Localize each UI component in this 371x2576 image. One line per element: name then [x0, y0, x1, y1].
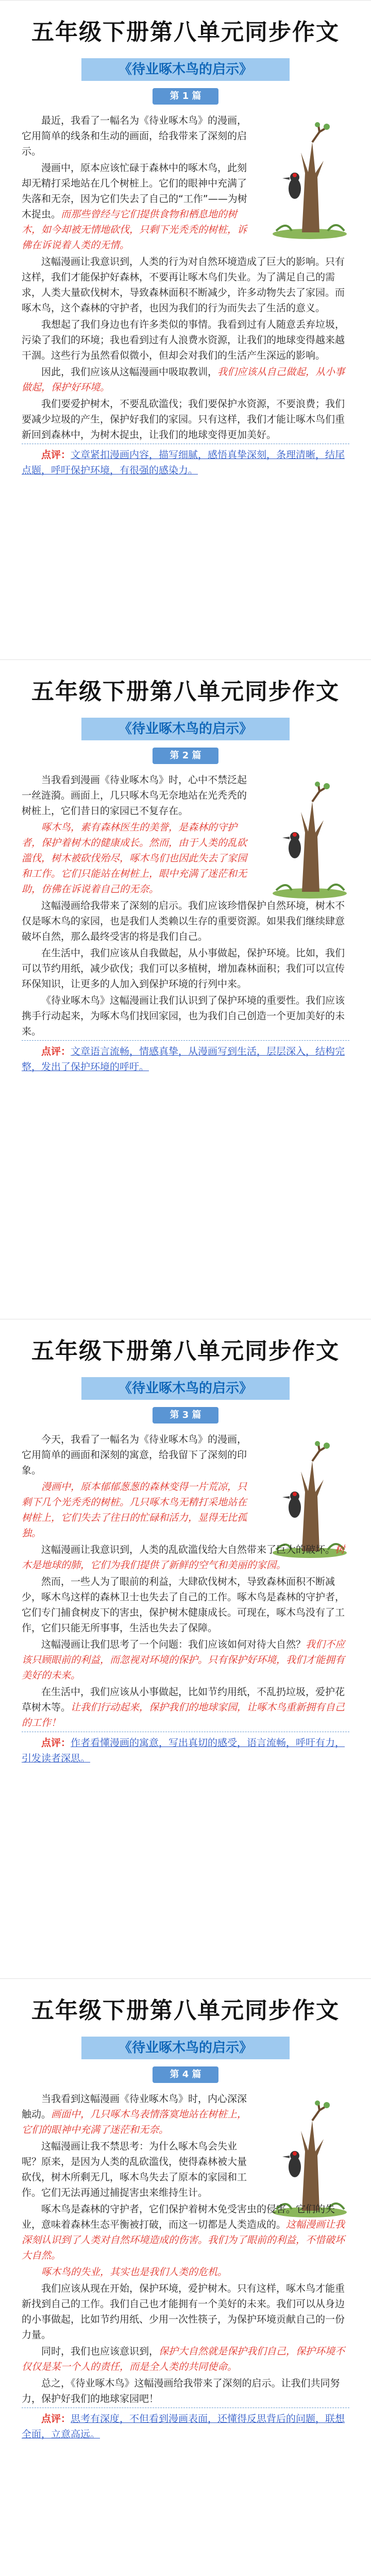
- paragraph: 这幅漫画让我们思考了一个问题：我们应该如何对待大自然？我们不应该只顾眼前的利益，而忽视对环境的保护。只有保护好环境，我们才能拥有美好的未来。: [22, 1639, 345, 1681]
- review-note: [22, 2408, 349, 2442]
- review-label: 点评：: [41, 2413, 71, 2425]
- paragraph: 我们要爱护树木，不要乱砍滥伐；我们要保护水资源，不要浪费；我们要减少垃圾的产生，保护好我们的家园。只有这样，我们才能让啄木鸟们重新回到森林中，为树木捉虫，让我们的地球变得更加美好。: [22, 398, 345, 440]
- essay-sheet-3: [0, 1319, 371, 1978]
- essay-body: [22, 1432, 349, 1767]
- doc-title: 五年级下册第八单元同步作文: [31, 679, 340, 705]
- doc-title: 五年级下册第八单元同步作文: [31, 19, 340, 45]
- paragraph: 这幅漫画让我不禁思考：为什么啄木鸟会失业呢？原来，是因为人类的乱砍滥伐，使得森林被大量砍伐，树木所剩无几，啄木鸟失去了原本的家园和工作。它们无法再通过捕捉害虫来维持生计。: [22, 2141, 247, 2198]
- essay-body: [22, 772, 349, 1076]
- paragraph: 这幅漫画让我意识到，人类的行为对自然环境造成了巨大的影响。只有这样，我们才能保护好森林，不要再让啄木鸟们失业。为了满足自己的需求，人类大量砍伐树木，导致森林面积不断减少，许多动物失去了家园。而啄木鸟，这个森林的守护者，也因为我们的行为而失去了生活的意义。: [22, 256, 345, 314]
- essay-title-banner: 《待业啄木鸟的启示》: [81, 718, 290, 740]
- paragraph: 在生活中，我们应该从小事做起，比如节约用纸，不乱扔垃圾，爱护花草树木等。让我们行动起来，保护我们的地球家园，让啄木鸟重新拥有自己的工作！: [22, 1686, 345, 1728]
- paragraph: 最近，我看了一幅名为《待业啄木鸟》的漫画，它用简单的线条和生动的画面，给我带来了深刻的启示。: [22, 115, 247, 157]
- chapter-badge: 第 4 篇: [153, 2066, 218, 2083]
- chapter-badge: 第 2 篇: [153, 748, 218, 764]
- essay-title-banner: 《待业啄木鸟的启示》: [81, 58, 290, 81]
- essay-body: [22, 113, 349, 479]
- essay-title-banner: 《待业啄木鸟的启示》: [81, 1377, 290, 1400]
- essay-body: [22, 2091, 349, 2443]
- essay-sheet-1: [0, 0, 371, 659]
- paragraph: 这幅漫画给我带来了深刻的启示。我们应该珍惜保护自然环境，树木不仅是啄木鸟的家园，也是我们人类赖以生存的重要资源。如果我们继续肆意破坏自然，那么最终受害的将是我们自己。: [22, 900, 345, 942]
- review-note: [22, 444, 349, 478]
- review-label: 点评：: [41, 1046, 71, 1057]
- doc-title: 五年级下册第八单元同步作文: [31, 1338, 340, 1364]
- paragraph: 漫画中，原本应该忙碌于森林中的啄木鸟，此刻却无精打采地站在几个树桩上。它们的眼神中充满了失落和无奈，因为它们失去了自己的“工作”——为树木捉虫。而那些曾经与它们提供食物和栖息地的树木，如今却被无情地砍伐，只剩下光秃秃的树桩，诉佛在诉说着人类的无情。: [22, 162, 247, 251]
- paragraph: 在生活中，我们应该从自我做起，从小事做起，保护环境。比如，我们可以节约用纸，减少砍伐；我们可以多植树，增加森林面积；我们可以宣传环保知识，让更多的人加入到保护环境的行列中来。: [22, 947, 345, 990]
- review-text: 思考有深度，不但看到漫画表面，还懂得反思背后的问题，联想全面，立意高远。: [22, 2413, 345, 2440]
- paragraph: 同时，我们也应该意识到，保护大自然就是保护我们自己，保护环境不仅仅是某一个人的责任，而是全人类的共同使命。: [22, 2346, 345, 2372]
- paragraph: 啄木鸟是森林的守护者，它们保护着树木免受害虫的侵害。它们的失业，意味着森林生态平衡被打破，而这一切都是人类造成的。这幅漫画让我深刻认识到了人类对自然环境造成的伤害。我们为了眼前的利益，不惜破坏大自然。: [22, 2204, 345, 2261]
- chapter-badge: 第 3 篇: [153, 1407, 218, 1423]
- paragraph: 今天，我看了一幅名为《待业啄木鸟》的漫画，它用简单的画面和深刻的寓意，给我留下了深刻的印象。: [22, 1434, 247, 1476]
- paragraph: 当我看到这幅漫画《待业啄木鸟》时，内心深深触动。画面中，几只啄木鸟表情落寞地站在树桩上，它们的眼神中充满了迷茫和无奈。: [22, 2093, 247, 2136]
- essay-sheet-2: [0, 659, 371, 1319]
- paragraph: 《待业啄木鸟》这幅漫画让我们认识到了保护环境的重要性。我们应该携手行动起来，为啄木鸟们找回家园，也为我们自己创造一个更加美好的未来。: [22, 995, 345, 1037]
- paragraph: 我想起了我们身边也有许多类似的事情。我看到过有人随意丢弃垃圾，污染了我们的环境；我也看到过有人浪费水资源，让我们的地球变得越来越干涸。这些行为虽然看似微小，但却会对我们的生活产生深远的影响。: [22, 319, 345, 361]
- paragraph: 我们应该从现在开始，保护环境，爱护树木。只有这样，啄木鸟才能重新找到自己的工作。我们自己也才能拥有一个美好的未来。我们可以从身边的小事做起，比如节约用纸、少用一次性筷子，为保护环境贡献自己的一份力量。: [22, 2283, 345, 2341]
- review-text: 文章语言流畅，情感真挚，从漫画写到生活，层层深入，结构完整，发出了保护环境的呼吁。: [22, 1046, 345, 1073]
- paragraph: 漫画中，原本郁郁葱葱的森林变得一片荒凉，只剩下几个光秃秃的树桩。几只啄木鸟无精打采地站在树桩上，它们失去了往日的忙碌和活力，显得无比孤独。: [22, 1481, 247, 1539]
- essay-sheet-4: [0, 1978, 371, 2576]
- paragraph: 然而，一些人为了眼前的利益，大肆砍伐树木，导致森林面积不断减少，啄木鸟这样的森林卫士也失去了自己的工作。啄木鸟是森林的守护者，它们专门捕食树皮下的害虫，保护树木健康成长。可现在，啄木鸟没有了工作，它们只能无所事事，生活也失去了保障。: [22, 1576, 345, 1634]
- doc-title: 五年级下册第八单元同步作文: [31, 1997, 340, 2024]
- paragraph: 因此，我们应该从这幅漫画中吸取教训，我们应该从自己做起，从小事做起，保护好环境。: [22, 366, 345, 393]
- paragraph: 啄木鸟的失业，其实也是我们人类的危机。: [41, 2266, 228, 2278]
- paragraph: 总之，《待业啄木鸟》这幅漫画给我带来了深刻的启示。让我们共同努力，保护好我们的地球家园吧！: [22, 2378, 340, 2404]
- review-text: 作者看懂漫画的寓意，写出真切的感受，语言流畅，呼吁有力，引发读者深思。: [22, 1737, 345, 1764]
- paragraph: 这幅漫画让我意识到，人类的乱砍滥伐给大自然带来了巨大的破坏。树木是地球的肺，它们为我们提供了新鲜的空气和美丽的家园。: [22, 1544, 345, 1571]
- review-label: 点评：: [41, 449, 71, 461]
- review-note: [22, 1732, 349, 1766]
- essay-title-banner: 《待业啄木鸟的启示》: [81, 2037, 290, 2059]
- review-label: 点评：: [41, 1737, 71, 1749]
- review-text: 文章紧扣漫画内容，描写细腻，感悟真挚深刻，条理清晰，结尾点题，呼吁保护环境，有很强的感染力。: [22, 449, 345, 476]
- chapter-badge: 第 1 篇: [153, 88, 218, 105]
- review-note: [22, 1040, 349, 1075]
- paragraph: 啄木鸟，素有森林医生的美誉，是森林的守护者，保护着树木的健康成长。然而，由于人类的乱砍滥伐，树木被砍伐殆尽，啄木鸟们也因此失去了家园和工作。它们只能站在树桩上，眼中充满了迷茫和无助，仿佛在诉说着自己的无奈。: [22, 822, 247, 895]
- paragraph: 当我看到漫画《待业啄木鸟》时，心中不禁泛起一丝涟漪。画面上，几只啄木鸟无奈地站在光秃秃的树桩上，它们昔日的家园已不复存在。: [22, 774, 247, 817]
